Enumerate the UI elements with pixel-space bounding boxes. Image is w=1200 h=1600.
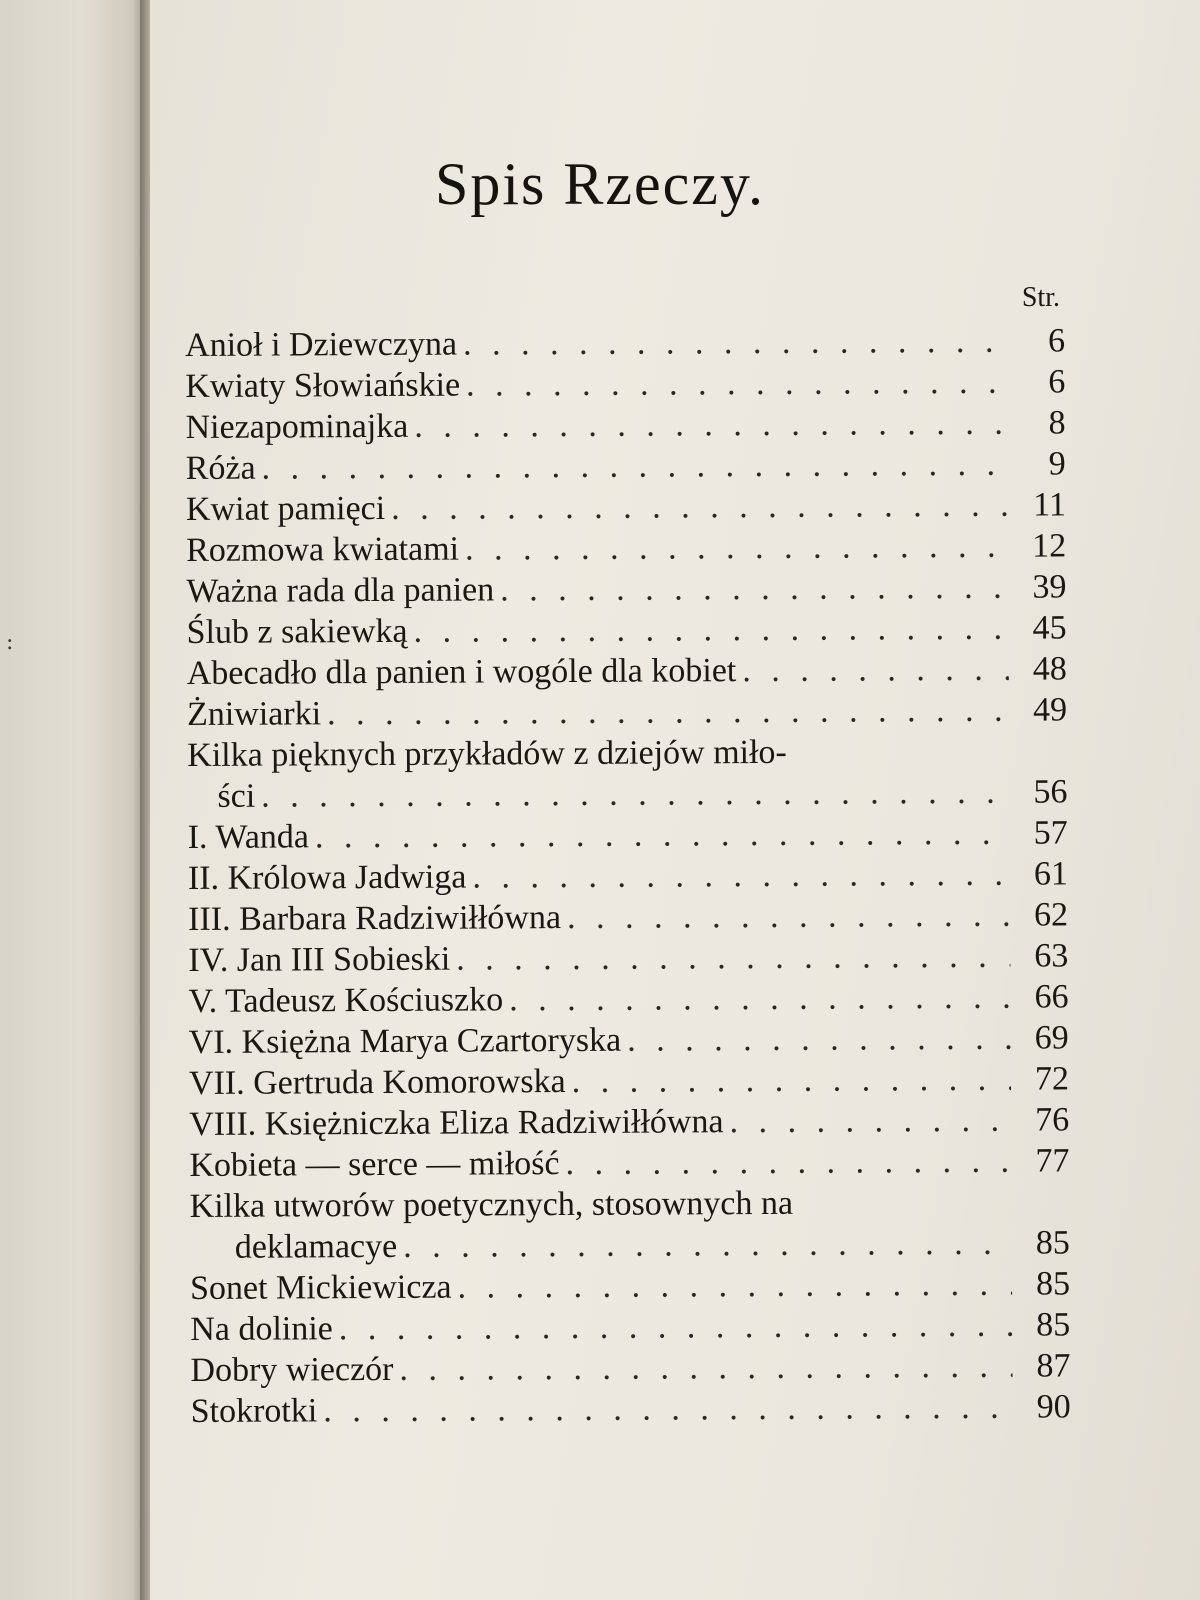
toc-entry-page: 66	[1034, 978, 1069, 1016]
toc-entry-title: Sonet Mickiewicza	[189, 1268, 452, 1307]
toc-entry-page: 69	[1034, 1019, 1069, 1057]
toc-entry-page: 48	[1032, 650, 1067, 688]
toc-entry	[191, 1386, 1071, 1432]
leader-dots	[327, 690, 1009, 735]
toc-entry	[190, 1222, 1070, 1268]
toc-entry-page: 11	[1033, 486, 1067, 524]
left-page-edge	[0, 0, 150, 1600]
toc-entry-title: IV. Jan III Sobieski	[188, 940, 451, 979]
leader-dots	[457, 1264, 1012, 1308]
leader-dots	[567, 895, 1010, 938]
toc-entry	[189, 1099, 1069, 1145]
toc-entry	[188, 976, 1068, 1022]
leader-dots	[729, 1100, 1011, 1142]
toc-entry-title: Żniwiarki	[186, 695, 322, 733]
toc-entry-page: 87	[1036, 1347, 1071, 1385]
leader-dots	[565, 1141, 1011, 1184]
toc-entry-title: VIII. Księżniczka Eliza Radziwiłłówna	[189, 1103, 724, 1143]
toc-entry-title: deklamacye	[234, 1227, 398, 1266]
toc-entry-title: Kilka pięknych przykładów z dziejów miło-	[187, 733, 787, 774]
toc-entry-page: 85	[1035, 1224, 1070, 1262]
leader-dots	[472, 854, 1010, 898]
toc-entry	[186, 566, 1066, 612]
toc-entry-title: Dobry wieczór	[190, 1350, 394, 1389]
toc-entry-page: 90	[1036, 1388, 1071, 1426]
leader-dots	[399, 1346, 1012, 1390]
toc-entry-title: Kwiat pamięci	[185, 489, 386, 528]
leader-dots	[742, 649, 1009, 691]
toc-entry	[188, 935, 1068, 981]
leader-dots	[572, 1059, 1011, 1102]
toc-entry-title: Niezapominajka	[185, 407, 409, 446]
toc-entry-page: 56	[1033, 773, 1068, 811]
toc-entry-page: 85	[1035, 1265, 1071, 1303]
toc-entry	[186, 525, 1066, 571]
book-page	[150, 0, 1200, 1600]
leader-dots	[315, 813, 1010, 858]
toc-entry-page: 39	[1032, 568, 1067, 606]
toc-entry	[190, 1181, 1070, 1227]
toc-entry-title: Na dolinie	[190, 1310, 333, 1348]
toc-entry-title: II. Królowa Jadwiga	[187, 858, 467, 897]
toc-entry-title: ści	[217, 777, 256, 815]
toc-entry	[186, 484, 1066, 530]
leader-dots	[413, 608, 1008, 652]
leader-dots	[466, 362, 1007, 406]
toc-entry-title: Kwiaty Słowiańskie	[185, 366, 461, 405]
toc-entry-title: Kobieta — serce — miłość	[189, 1145, 560, 1184]
leader-dots	[261, 772, 1009, 817]
toc-entry	[188, 812, 1068, 858]
toc-entry-page: 57	[1033, 814, 1068, 852]
toc-entry	[188, 853, 1068, 899]
toc-entry-title: Kilka utworów poetycznych, stosownych na	[189, 1184, 794, 1225]
toc-entry-title: Ważna rada dla panien	[186, 571, 495, 610]
left-page-mark: :	[6, 630, 14, 655]
toc-entry-page: 12	[1032, 527, 1067, 565]
toc-entry-page: 76	[1035, 1101, 1070, 1139]
toc-entry-page: 45	[1032, 609, 1067, 647]
toc-entry	[187, 648, 1067, 694]
page-column-label: Str.	[1021, 282, 1060, 313]
toc-entry-title: Ślub z sakiewką	[186, 612, 408, 651]
toc-entry-page: 6	[1047, 322, 1066, 360]
toc-entry-title: VI. Księżna Marya Czartoryska	[188, 1021, 622, 1061]
toc-entry-page: 63	[1034, 937, 1069, 975]
toc-entry-title: Róża	[185, 449, 256, 487]
toc-entry-page: 85	[1036, 1306, 1071, 1344]
toc-entry-title: Rozmowa kwiatami	[186, 530, 460, 569]
toc-entry-title: Stokrotki	[190, 1392, 318, 1430]
toc-entry-title: III. Barbara Radziwiłłówna	[188, 899, 562, 938]
toc-entry	[185, 402, 1065, 448]
leader-dots	[463, 321, 1007, 365]
toc-entry	[185, 320, 1065, 366]
toc-entry	[190, 1263, 1070, 1309]
table-of-contents	[185, 320, 1071, 1432]
toc-entry	[190, 1304, 1070, 1350]
leader-dots	[262, 444, 1008, 489]
page-title: Spis Rzeczy.	[434, 151, 766, 217]
toc-entry-title: I. Wanda	[187, 818, 310, 856]
toc-entry-title: V. Tadeusz Kościuszko	[188, 981, 504, 1020]
toc-entry	[187, 771, 1067, 817]
leader-dots	[323, 1387, 1013, 1432]
leader-dots	[500, 567, 1008, 611]
toc-entry	[185, 361, 1065, 407]
toc-entry-page: 77	[1035, 1142, 1070, 1180]
toc-entry-title: VII. Gertruda Komorowska	[188, 1063, 566, 1102]
toc-entry-page: 62	[1034, 896, 1069, 934]
toc-entry	[190, 1345, 1070, 1391]
toc-entry-page: 61	[1033, 855, 1068, 893]
toc-entry-page: 49	[1032, 691, 1068, 729]
toc-entry	[187, 730, 1067, 776]
leader-dots	[339, 1305, 1013, 1350]
leader-dots	[627, 1018, 1011, 1061]
toc-entry-page: 9	[1048, 445, 1066, 483]
toc-entry	[189, 1017, 1069, 1063]
toc-entry	[189, 1140, 1069, 1186]
toc-entry-page: 72	[1034, 1060, 1070, 1098]
leader-dots	[456, 936, 1010, 980]
leader-dots	[391, 485, 1008, 529]
toc-entry-title: Abecadło dla panien i wogóle dla kobiet	[186, 652, 737, 692]
toc-entry	[186, 443, 1066, 489]
toc-entry	[187, 607, 1067, 653]
toc-entry	[188, 894, 1068, 940]
leader-dots	[403, 1223, 1012, 1267]
toc-entry	[189, 1058, 1069, 1104]
leader-dots	[509, 977, 1011, 1021]
leader-dots	[465, 526, 1008, 570]
leader-dots	[414, 403, 1007, 447]
toc-entry-page: 8	[1048, 404, 1066, 442]
toc-entry	[187, 689, 1067, 735]
toc-entry-title: Anioł i Dziewczyna	[185, 325, 458, 364]
toc-entry-page: 6	[1048, 363, 1066, 401]
